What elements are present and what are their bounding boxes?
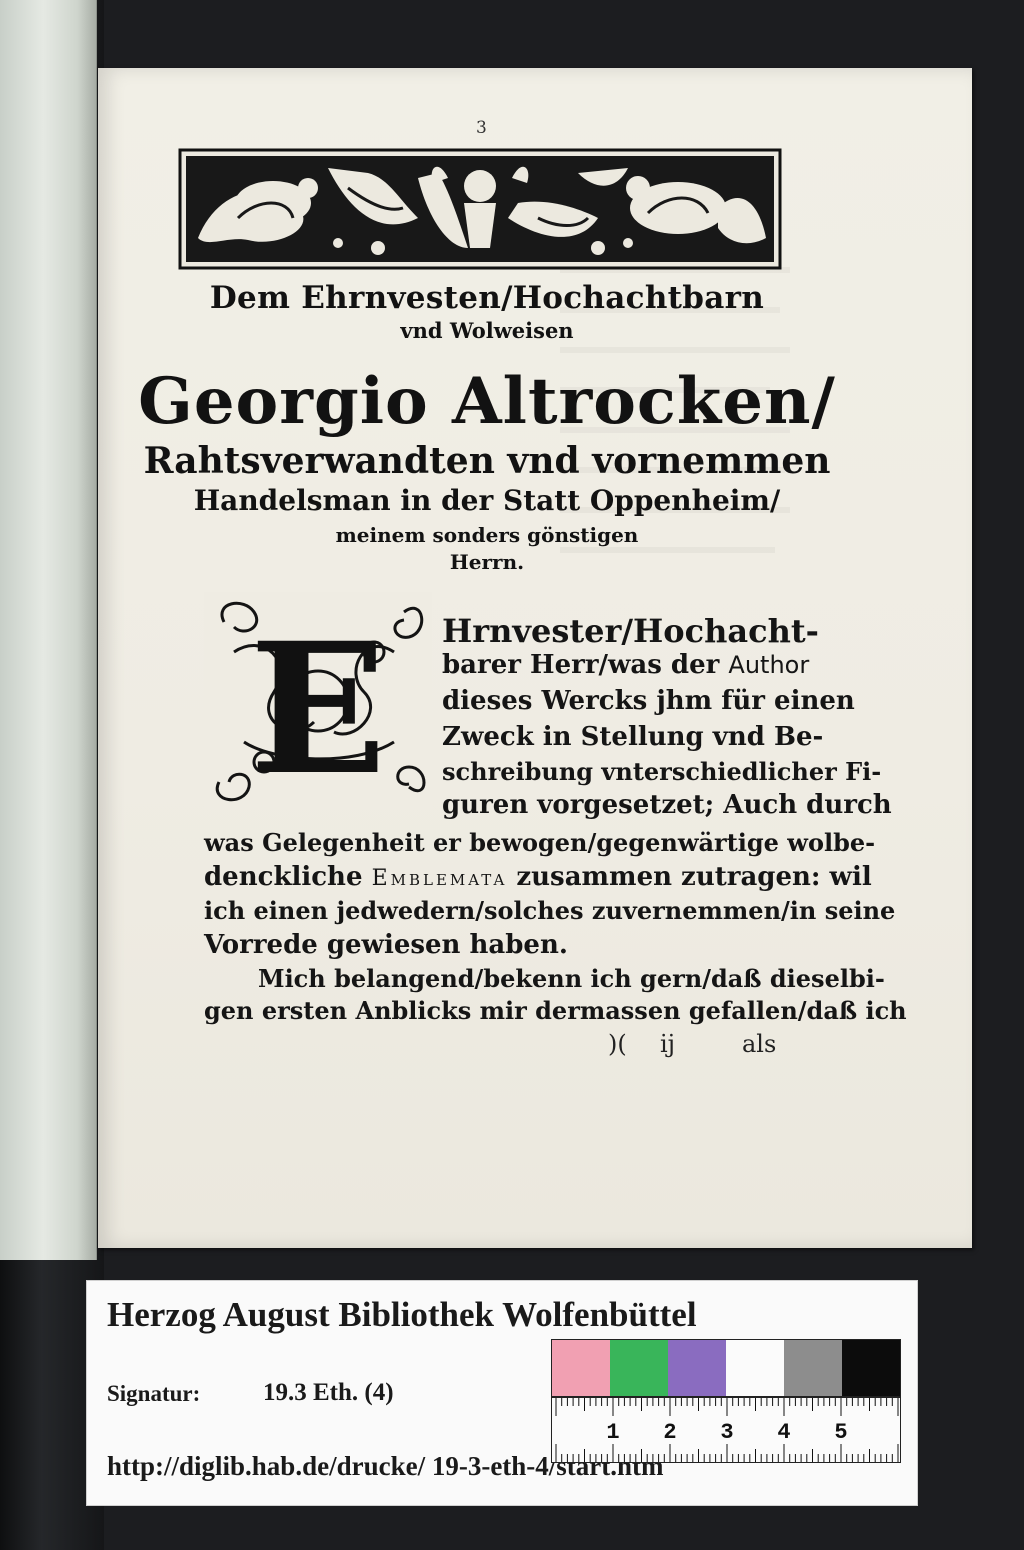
dedication-line-4: Rahtsverwandten vnd vornemmen bbox=[143, 440, 831, 482]
ruler-number: 5 bbox=[834, 1420, 848, 1445]
swatch-gray bbox=[784, 1340, 842, 1396]
body-line-4: Zweck in Stellung vnd Be- bbox=[442, 722, 824, 752]
ruler-number: 1 bbox=[606, 1420, 620, 1445]
swatch-pink bbox=[552, 1340, 610, 1396]
dedication-line-1: Dem Ehrnvesten/Hochachtbarn bbox=[209, 280, 765, 316]
body-line-12: gen ersten Anblicks mir dermassen gefallen/daß ich bbox=[204, 996, 907, 1025]
body-line-11: Mich belangend/bekenn ich gern/daß dieselbi- bbox=[258, 964, 885, 993]
color-calibration-bar bbox=[551, 1339, 901, 1397]
body-line-7: was Gelegenheit er bewogen/gegenwärtige wolbe- bbox=[204, 828, 876, 857]
body-line-2: barer Herr/was der Author bbox=[442, 650, 810, 680]
body-line-1: Hrnvester/Hochacht- bbox=[442, 612, 819, 650]
signature-number: ij bbox=[660, 1030, 676, 1058]
dedication-line-7: Herrn. bbox=[449, 550, 525, 574]
ruler-number: 4 bbox=[777, 1420, 791, 1445]
measurement-ruler bbox=[551, 1397, 901, 1463]
swatch-green bbox=[610, 1340, 668, 1396]
facing-page-edge bbox=[0, 0, 97, 1260]
swatch-purple bbox=[668, 1340, 726, 1396]
signature-mark: )( bbox=[608, 1030, 627, 1058]
decorated-initial bbox=[204, 592, 432, 810]
body-line-10: Vorrede gewiesen haben. bbox=[204, 930, 568, 960]
dedication-name: Georgio Altrocken/ bbox=[138, 364, 836, 439]
ruler-number: 3 bbox=[720, 1420, 734, 1445]
emblemata-word: Emblemata bbox=[371, 866, 508, 891]
library-url: http://diglib.hab.de/drucke/ 19-3-eth-4/start.htm bbox=[107, 1451, 664, 1481]
swatch-black bbox=[842, 1340, 900, 1396]
body-line-9: ich einen jedwedern/solches zuvernemmen/in seine bbox=[204, 896, 896, 925]
dedication-line-6: meinem sonders gönstigen bbox=[335, 523, 639, 547]
body-line-5: schreibung vnterschiedlicher Fi- bbox=[442, 757, 882, 786]
dedication-line-2: vnd Wolweisen bbox=[400, 318, 574, 343]
body-line-3: dieses Wercks jhm für einen bbox=[442, 686, 855, 716]
page-number: 3 bbox=[476, 118, 487, 138]
dedication-line-5: Handelsman in der Statt Oppenheim/ bbox=[193, 484, 781, 517]
catchword: als bbox=[742, 1030, 777, 1058]
library-label-card bbox=[86, 1280, 918, 1506]
ornamental-headpiece bbox=[178, 148, 782, 270]
body-line-8: denckliche Emblemata zusammen zutragen: wil bbox=[204, 862, 872, 892]
signatur-label: Signatur: bbox=[107, 1381, 201, 1406]
ruler-number: 2 bbox=[663, 1420, 677, 1445]
body-line-6: guren vorgesetzet; Auch durch bbox=[442, 790, 892, 820]
swatch-white bbox=[726, 1340, 784, 1396]
library-name: Herzog August Bibliothek Wolfenbüttel bbox=[107, 1295, 697, 1334]
author-word: Author bbox=[728, 651, 810, 679]
signatur-value: 19.3 Eth. (4) bbox=[263, 1379, 394, 1406]
initial-letter: E bbox=[249, 604, 387, 810]
